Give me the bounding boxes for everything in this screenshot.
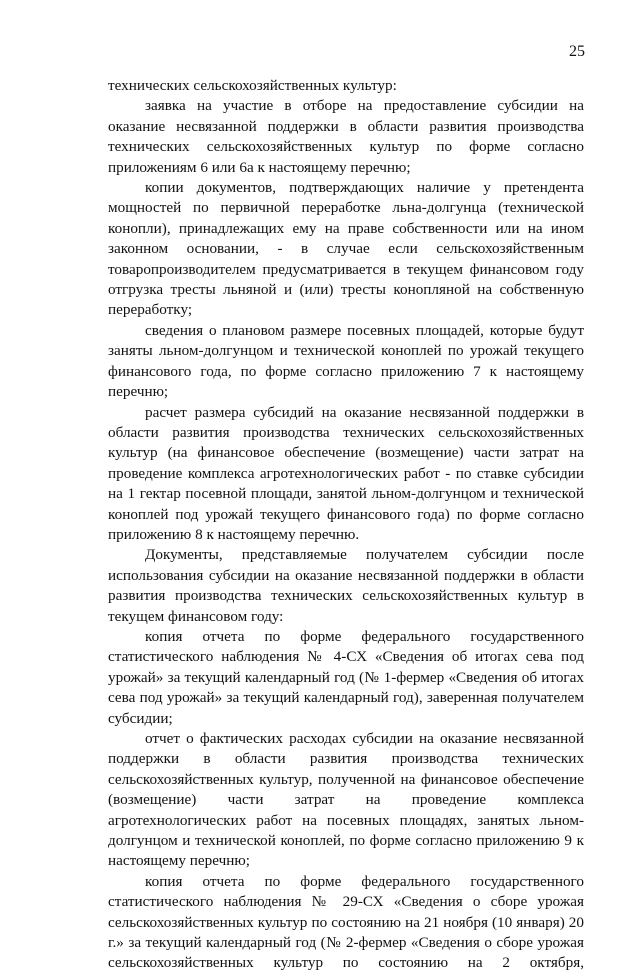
paragraph-documents-after-use: Документы, представляемые получателем субсидии после использования субсидии на оказание несвязанной поддержки в области развития производства технических сельскохозяйственных культур в текущем финансовом году: bbox=[108, 546, 584, 625]
paragraph-application: заявка на участие в отборе на предоставление субсидии на оказание несвязанной поддержки в области развития производства технических сельскохозяйственных культур по форме согласно приложениям 6 или 6а к настоящему перечню; bbox=[108, 97, 584, 176]
paragraph-continuation: технических сельскохозяйственных культур: bbox=[108, 77, 397, 94]
document-body bbox=[108, 76, 584, 974]
page-number: 25 bbox=[569, 43, 585, 60]
paragraph-document-copies: копии документов, подтверждающих наличие у претендента мощностей по первичной переработке льна-долгунца (технической конопли), принадлежащих ему на праве собственности или на ином законном основании, - в случае если сельскохозяйственным товаропроизводителем предусматривается в текущем финансовом году отгрузка тресты льняной и (или) тресты конопляной на собственную переработку; bbox=[108, 179, 584, 319]
paragraph-subsidy-calculation: расчет размера субсидий на оказание несвязанной поддержки в области развития производства технических сельскохозяйственных культур (на финансовое обеспечение (возмещение) части затрат на проведение комплекса агротехнологических работ - по ставке субсидии на 1 гектар посевной площади, занятой льном-долгунцом и технической коноплей под урожай текущего финансового года) по форме согласно приложению 8 к настоящему перечню. bbox=[108, 403, 584, 543]
paragraph-actual-expenses: отчет о фактических расходах субсидии на оказание несвязанной поддержки в области развития производства технических сельскохозяйственных культур, полученной на финансовое обеспечение (возмещение) части затрат на проведение комплекса агротехнологических работ на посевных площадях, занятых льном-долгунцом и технической коноплей, по форме согласно приложению 9 к настоящему перечню; bbox=[108, 730, 584, 870]
paragraph-report-29-sh: копия отчета по форме федерального государственного статистического наблюдения № 29-СХ «Сведения о сборе урожая сельскохозяйственных культур по состоянию на 21 ноября (10 января) 20 г.» за текущий календарный год (№ 2-фермер «Сведения о сборе урожая сельскохозяйственных культур по состоянию на 2 октября, bbox=[108, 872, 584, 972]
paragraph-report-4-sh: копия отчета по форме федерального государственного статистического наблюдения № 4-СХ «Сведения об итогах сева под урожай» за текущий календарный год (№ 1-фермер «Сведения об итогах сева под урожай» за текущий календарный год), заверенная получателем субсидии; bbox=[108, 627, 584, 727]
paragraph-planned-area: сведения о плановом размере посевных площадей, которые будут заняты льном-долгунцом и технической коноплей по урожай текущего финансового года, по форме согласно приложению 7 к настоящему перечню; bbox=[108, 321, 584, 401]
